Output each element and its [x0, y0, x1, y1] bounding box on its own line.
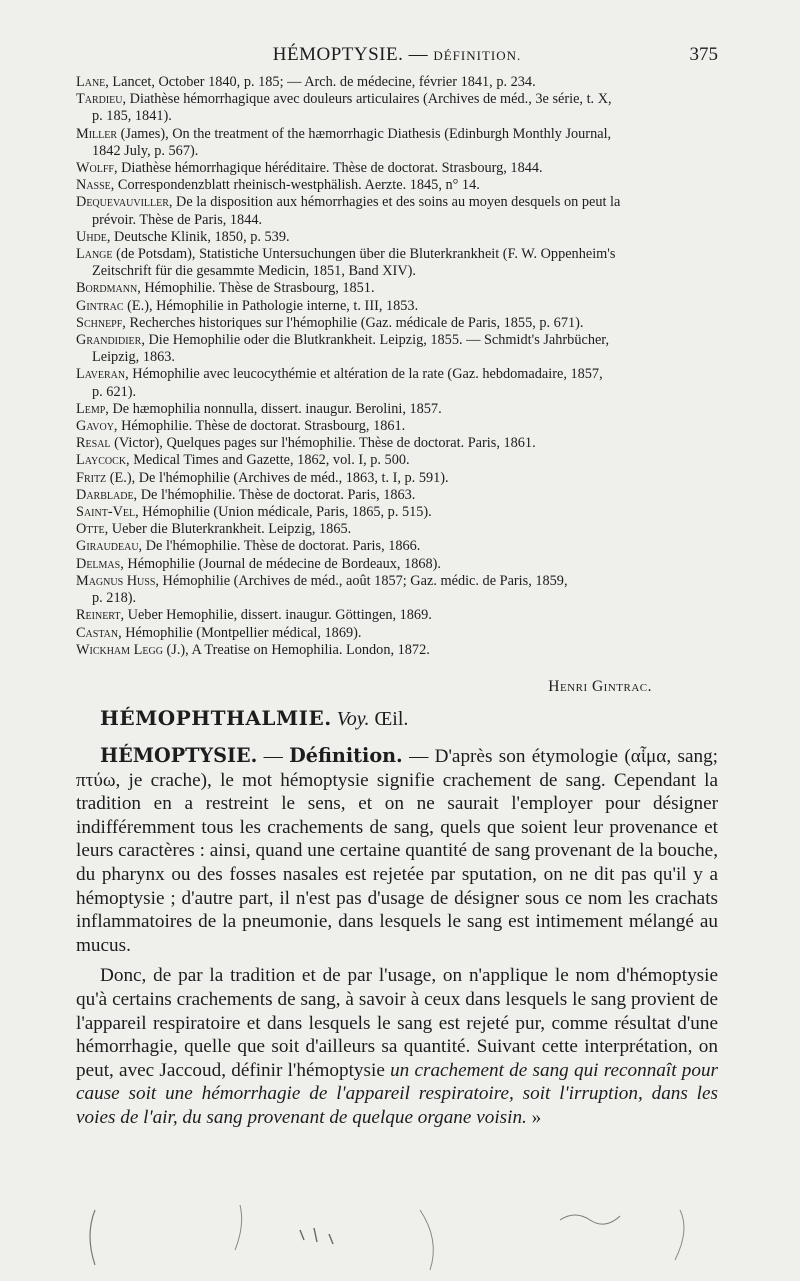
bibliography-entry [76, 126, 718, 160]
entry-continuation: Zeitschrift für die gesammte Medicin, 1851, Band XIV). [92, 263, 416, 280]
bibliography-entry [76, 452, 718, 469]
entry-text: Diathèse hémorrhagique avec douleurs articulaires (Archives de méd., 3e série, t. X, [126, 91, 612, 108]
paragraph-2 [76, 964, 718, 1129]
running-title-main: HÉMOPTYSIE. [272, 44, 404, 65]
bibliography-entry [76, 246, 718, 280]
entry-text: Hémophilie (Archives de méd., août 1857; Gaz. médic. de Paris, 1859, [158, 572, 568, 589]
entry-text: Hémophilie. Thèse de Strasbourg, 1851. [140, 280, 375, 297]
paragraph-1 [76, 744, 718, 957]
entry-author: Bordmann, [76, 280, 141, 297]
bibliography-entry [76, 521, 718, 538]
entry-author: Gintrac [76, 297, 124, 314]
entry-author: Dequevauviller, [76, 194, 173, 211]
running-title-sep: — [408, 44, 429, 65]
bibliography-entry [76, 315, 718, 332]
entry-text: Die Hemophilie oder die Blutkrankheit. Leipzig, 1855. — Schmidt's Jahrbücher, [144, 332, 610, 349]
bibliography-entry [76, 470, 718, 487]
entry-author: Reinert, [76, 607, 125, 624]
entry-text: Deutsche Klinik, 1850, p. 539. [110, 228, 290, 245]
running-header [76, 44, 718, 72]
paragraph-1-text: — D'après son étymologie (αἷμα, sang; πτύω, je crache), le mot hémoptysie signifie crachement de sang. Cependant la tradition en a restreint le sens, et on ne saurait l'employer pour désigner indifféremment tous les crachements de sang, quels que soient leur provenance et leurs caractères : ainsi, quand une certaine quantité de sang provenant de la bouche, du pharynx ou des fosses nasales est rejetée par sputation, on ne dit pas qu'il y a hémoptysie ; d'autre part, il n'est pas d'usage de désigner sous ce nom les crachats inflammatoires de la pneumonie, dans lesquels le sang est intimement mélangé au mucus. [76, 746, 718, 956]
bibliography-entry [76, 366, 718, 400]
entry-text: Hémophilie (Journal de médecine de Bordeaux, 1868). [123, 555, 442, 572]
entry-author: Delmas, [76, 555, 124, 572]
signature: Henri Gintrac. [548, 678, 652, 695]
paragraph-2-end: » [526, 1106, 542, 1128]
entry-text: Recherches historiques sur l'hémophilie (Gaz. médicale de Paris, 1855, p. 671). [125, 314, 584, 331]
entry-author: Laveran, [76, 366, 129, 383]
entry-text: (E.), Hémophilie in Pathologie interne, t. III, 1853. [123, 297, 419, 314]
running-title-sub: DÉFINITION. [433, 48, 522, 63]
entry-author: Giraudeau, [76, 538, 143, 555]
entry-text: Hémophilie. Thèse de doctorat. Strasbourg, 1861. [117, 418, 406, 435]
entry-text: De hæmophilia nonnulla, dissert. inaugur. Berolini, 1857. [108, 400, 442, 417]
hemophthalmie-entry [100, 706, 408, 731]
entry-text: Diathèse hémorrhagique héréditaire. Thèse de doctorat. Strasbourg, 1844. [117, 160, 543, 177]
entry-author: Nasse, [76, 177, 115, 194]
bibliography-entry [76, 556, 718, 573]
entry-author: Laycock, [76, 452, 130, 469]
entry-author: Otte, [76, 521, 109, 538]
entry-text: Hémophilie (Union médicale, Paris, 1865, p. 515). [138, 504, 432, 521]
entry-author: Lemp, [76, 400, 109, 417]
entry-text: Ueber die Bluterkrankheit. Leipzig, 1865. [108, 521, 352, 538]
entry-author: Lane, [76, 74, 109, 90]
bibliography-entry [76, 298, 718, 315]
entry-text: (James), On the treatment of the hæmorrhagic Diathesis (Edinburgh Monthly Journal, [117, 125, 612, 142]
bibliography-entry [76, 74, 718, 91]
article-term: HÉMOPTYSIE. [100, 744, 258, 767]
entry-continuation: p. 218). [92, 590, 137, 607]
entry-continuation: prévoir. Thèse de Paris, 1844. [92, 211, 263, 228]
entry-text: De l'hémophilie. Thèse de doctorat. Paris, 1863. [137, 486, 416, 503]
cross-reference: Œil. [374, 708, 409, 730]
entry-text: Hémophilie avec leucocythémie et altération de la rate (Gaz. hebdomadaire, 1857, [128, 366, 603, 383]
entry-author: Resal [76, 435, 111, 452]
entry-continuation: 1842 July, p. 567). [92, 142, 199, 159]
bibliography-entry [76, 538, 718, 555]
bibliography-entry [76, 194, 718, 228]
definition-quote: un crachement de sang qui reconnaît pour cause soit une hémorrhagie de l'appareil respiratoire, soit l'irruption, dans les voies de l'air, du sang provenant de quelque organe voisin. [76, 1059, 719, 1128]
entry-author: Saint-Vel, [76, 504, 139, 521]
entry-text: Correspondenzblatt rheinisch-westphälish. Aerzte. 1845, n° 14. [114, 177, 480, 194]
bibliography-entry [76, 573, 718, 607]
entry-author: Lange [76, 246, 113, 263]
bibliography-entry [76, 607, 718, 624]
bibliography-entry [76, 177, 718, 194]
entry-text: De la disposition aux hémorrhagies et des soins au moyen desquels on peut la [172, 194, 621, 211]
entry-author: Miller [76, 125, 118, 142]
entry-author: Gavoy, [76, 418, 118, 435]
entry-author: Schnepf, [76, 314, 126, 331]
article-dash: — [257, 746, 290, 767]
entry-author: Castan, [76, 624, 122, 641]
entry-author: Grandidier, [76, 332, 145, 349]
entry-continuation: p. 621). [92, 383, 137, 400]
bibliography-entry [76, 229, 718, 246]
bibliography-entry [76, 280, 718, 297]
entry-text: (de Potsdam), Statistiche Untersuchungen über die Bluterkrankheit (F. W. Oppenheim's [112, 246, 616, 263]
bibliography-entry [76, 418, 718, 435]
page-number: 375 [689, 44, 718, 65]
bibliography-entry [76, 401, 718, 418]
entry-text: Medical Times and Gazette, 1862, vol. I, p. 500. [129, 452, 410, 469]
margin-scribbles [0, 1190, 800, 1281]
bibliography-entry [76, 487, 718, 504]
entry-author: Tardieu, [76, 91, 127, 108]
entry-text: (E.), De l'hémophilie (Archives de méd., 1863, t. I, p. 591). [106, 469, 449, 486]
hemophthalmie-term: HÉMOPHTHALMIE. [100, 706, 332, 730]
bibliography-entry [76, 504, 718, 521]
entry-text: Lancet, October 1840, p. 185; — Arch. de médecine, février 1841, p. 234. [108, 74, 536, 90]
entry-author: Wickham Legg [76, 641, 163, 658]
voy-label: Voy. [336, 708, 370, 730]
entry-continuation: p. 185, 1841). [92, 108, 172, 125]
entry-text: De l'hémophilie. Thèse de doctorat. Paris, 1866. [142, 538, 421, 555]
article-subterm: Définition. [289, 744, 403, 767]
article-body [76, 744, 718, 1137]
entry-text: (Victor), Quelques pages sur l'hémophilie. Thèse de doctorat. Paris, 1861. [110, 435, 536, 452]
bibliography-entry [76, 642, 718, 659]
entry-author: Uhde, [76, 228, 111, 245]
paragraph-2-text: Donc, de par la tradition et de par l'usage, on n'applique le nom d'hémoptysie qu'à certains crachements de sang, à savoir à ceux dans lesquels le sang provient de l'appareil respiratoire et dans lesquels le sang est rejeté pur, comme résultat d'une hémorrhagie, quelle que soit d'ailleurs sa quantité. Suivant cette interprétation, on peut, avec Jaccoud, définir l'hémoptysie [76, 965, 718, 1081]
bibliography-entry [76, 160, 718, 177]
entry-text: Ueber Hemophilie, dissert. inaugur. Göttingen, 1869. [124, 607, 432, 624]
entry-text: (J.), A Treatise on Hemophilia. London, 1872. [162, 641, 430, 658]
entry-author: Fritz [76, 469, 107, 486]
entry-text: Hémophilie (Montpellier médical, 1869). [121, 624, 362, 641]
entry-author: Magnus Huss, [76, 572, 159, 589]
entry-author: Wolff, [76, 160, 118, 177]
bibliography-entry [76, 332, 718, 366]
bibliography [76, 74, 718, 659]
entry-continuation: Leipzig, 1863. [92, 349, 175, 366]
bibliography-entry [76, 435, 718, 452]
bibliography-entry [76, 625, 718, 642]
entry-author: Darblade, [76, 486, 138, 503]
bibliography-entry [76, 91, 718, 125]
running-title [76, 44, 718, 66]
